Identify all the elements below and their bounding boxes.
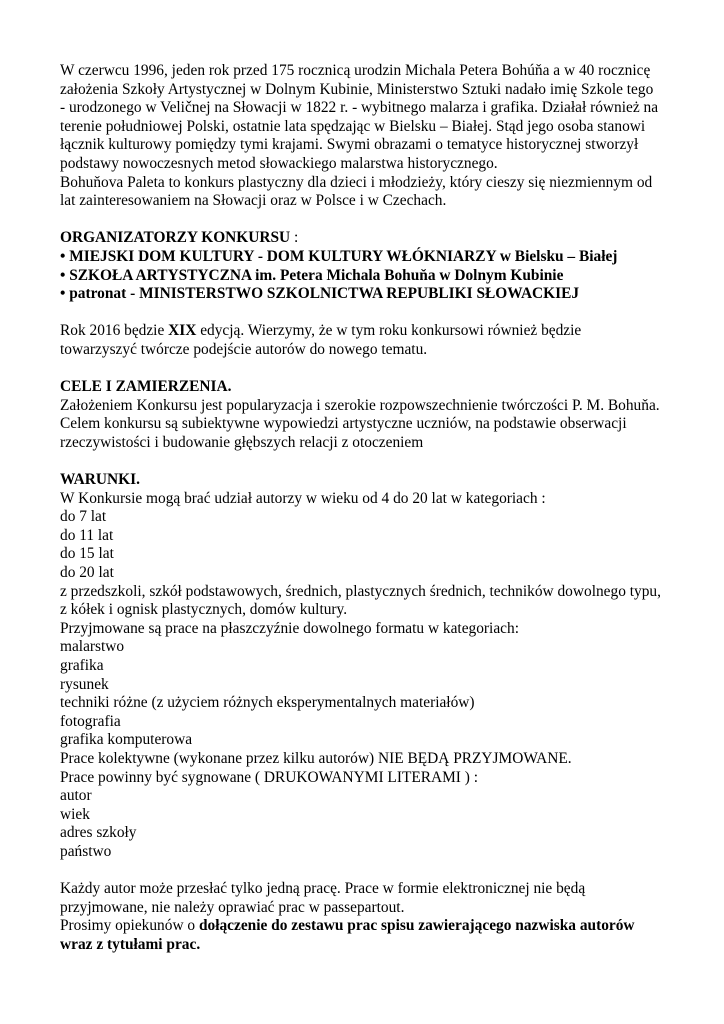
intro-paragraph-2	[60, 174, 700, 211]
organizers-heading-line	[60, 229, 700, 248]
age-category: do 7 lat	[60, 508, 107, 526]
document-page	[60, 62, 700, 955]
request-bold-line: wraz z tytułami prac.	[60, 935, 201, 953]
edition-number: XIX	[168, 322, 197, 340]
text-line: rzeczywistości i budowanie głębszych relacji z otoczeniem	[60, 433, 424, 451]
text-line: z kółek i ognisk plastycznych, domów kultury.	[60, 601, 348, 619]
text-line: podstawy nowoczesnych metod słowackiego malarstwa historycznego.	[60, 154, 498, 172]
age-category: do 11 lat	[60, 526, 114, 544]
spacer	[60, 304, 700, 323]
spacer	[60, 211, 700, 230]
edition-paragraph	[60, 322, 700, 359]
text-line: lat zainteresowaniem na Słowacji oraz w Polsce i w Czechach.	[60, 192, 447, 210]
organizer-item: • patronat - MINISTERSTWO SZKOLNICTWA REPUBLIKI SŁOWACKIEJ	[60, 285, 580, 303]
text-line: Celem konkursu są subiektywne wypowiedzi artystyczne uczniów, na podstawie obserwacji	[60, 415, 627, 433]
closing-section	[60, 880, 700, 954]
signature-field: adres szkoły	[60, 824, 137, 842]
signature-field: wiek	[60, 805, 90, 823]
technique-category: techniki różne (z użyciem różnych eksperymentalnych materiałów)	[60, 694, 475, 712]
request-line	[60, 917, 700, 936]
text-line: Prace powinny być sygnowane ( DRUKOWANYMI LITERAMI ) :	[60, 768, 479, 786]
goals-heading: CELE I ZAMIERZENIA.	[60, 378, 232, 396]
text-line: - urodzonego w Veličnej na Słowacji w 1822 r. - wybitnego malarza i grafika. Działał również na	[60, 99, 659, 117]
text-line: łącznik kulturowy pomiędzy tymi krajami. Swymi obrazami o tematyce historycznej stworzył	[60, 136, 639, 154]
text-line: Przyjmowane są prace na płaszczyźnie dowolnego formatu w kategoriach:	[60, 619, 519, 637]
request-text: Prosimy opiekunów o	[60, 917, 199, 935]
conditions-section	[60, 471, 700, 861]
text-line: Prace kolektywne (wykonane przez kilku autorów) NIE BĘDĄ PRZYJMOWANE.	[60, 749, 572, 767]
goals-section	[60, 378, 700, 452]
text-line: z przedszkoli, szkół podstawowych, średnich, plastycznych średnich, techników dowolnego typu,	[60, 582, 661, 600]
text-line: przyjmowane, nie należy oprawiać prac w passepartout.	[60, 898, 405, 916]
spacer	[60, 862, 700, 881]
text-line: Każdy autor może przesłać tylko jedną pracę. Prace w formie elektronicznej nie będą	[60, 880, 586, 898]
technique-category: rysunek	[60, 675, 109, 693]
organizer-item: • SZKOŁA ARTYSTYCZNA im. Petera Michala Bohuňa w Dolnym Kubinie	[60, 266, 564, 284]
text-line: Założeniem Konkursu jest popularyzacja i szerokie rozpowszechnienie twórczości P. M. Bohuňa.	[60, 396, 660, 414]
organizers-heading-suffix: :	[290, 229, 299, 247]
spacer	[60, 360, 700, 379]
age-category: do 20 lat	[60, 564, 114, 582]
edition-line	[60, 322, 700, 341]
organizers-section	[60, 229, 700, 303]
request-bold-text: dołączenie do zestawu prac spisu zawierającego nazwiska autorów	[198, 917, 635, 935]
organizers-heading: ORGANIZATORZY KONKURSU	[60, 229, 291, 247]
age-category: do 15 lat	[60, 545, 114, 563]
intro-paragraph	[60, 62, 700, 174]
technique-category: grafika komputerowa	[60, 731, 193, 749]
organizer-item: • MIEJSKI DOM KULTURY - DOM KULTURY WŁÓKNIARZY w Bielsku – Białej	[60, 247, 618, 265]
text-line: Bohuňova Paleta to konkurs plastyczny dla dzieci i młodzieży, który cieszy się niezmiennym od	[60, 173, 653, 191]
technique-category: malarstwo	[60, 638, 125, 656]
conditions-heading: WARUNKI.	[60, 471, 140, 489]
spacer	[60, 452, 700, 471]
technique-category: grafika	[60, 657, 104, 674]
text-line: W Konkursie mogą brać udział autorzy w wieku od 4 do 20 lat w kategoriach :	[60, 489, 546, 507]
signature-field: autor	[60, 787, 92, 805]
edition-text: edycją. Wierzymy, że w tym roku konkursowi również będzie	[196, 322, 582, 340]
edition-text: Rok 2016 będzie	[60, 322, 169, 340]
signature-field: państwo	[60, 842, 112, 860]
technique-category: fotografia	[60, 712, 121, 730]
text-line: terenie południowej Polski, ostatnie lata spędzając w Bielsku – Białej. Stąd jego osoba stanowi	[60, 117, 646, 135]
text-line: W czerwcu 1996, jeden rok przed 175 rocznicą urodzin Michala Petera Bohúňa a w 40 rocznicę	[60, 62, 651, 79]
text-line: założenia Szkoły Artystycznej w Dolnym Kubinie, Ministerstwo Sztuki nadało imię Szkole tego	[60, 80, 654, 98]
text-line: towarzyszyć twórcze podejście autorów do nowego tematu.	[60, 340, 428, 358]
